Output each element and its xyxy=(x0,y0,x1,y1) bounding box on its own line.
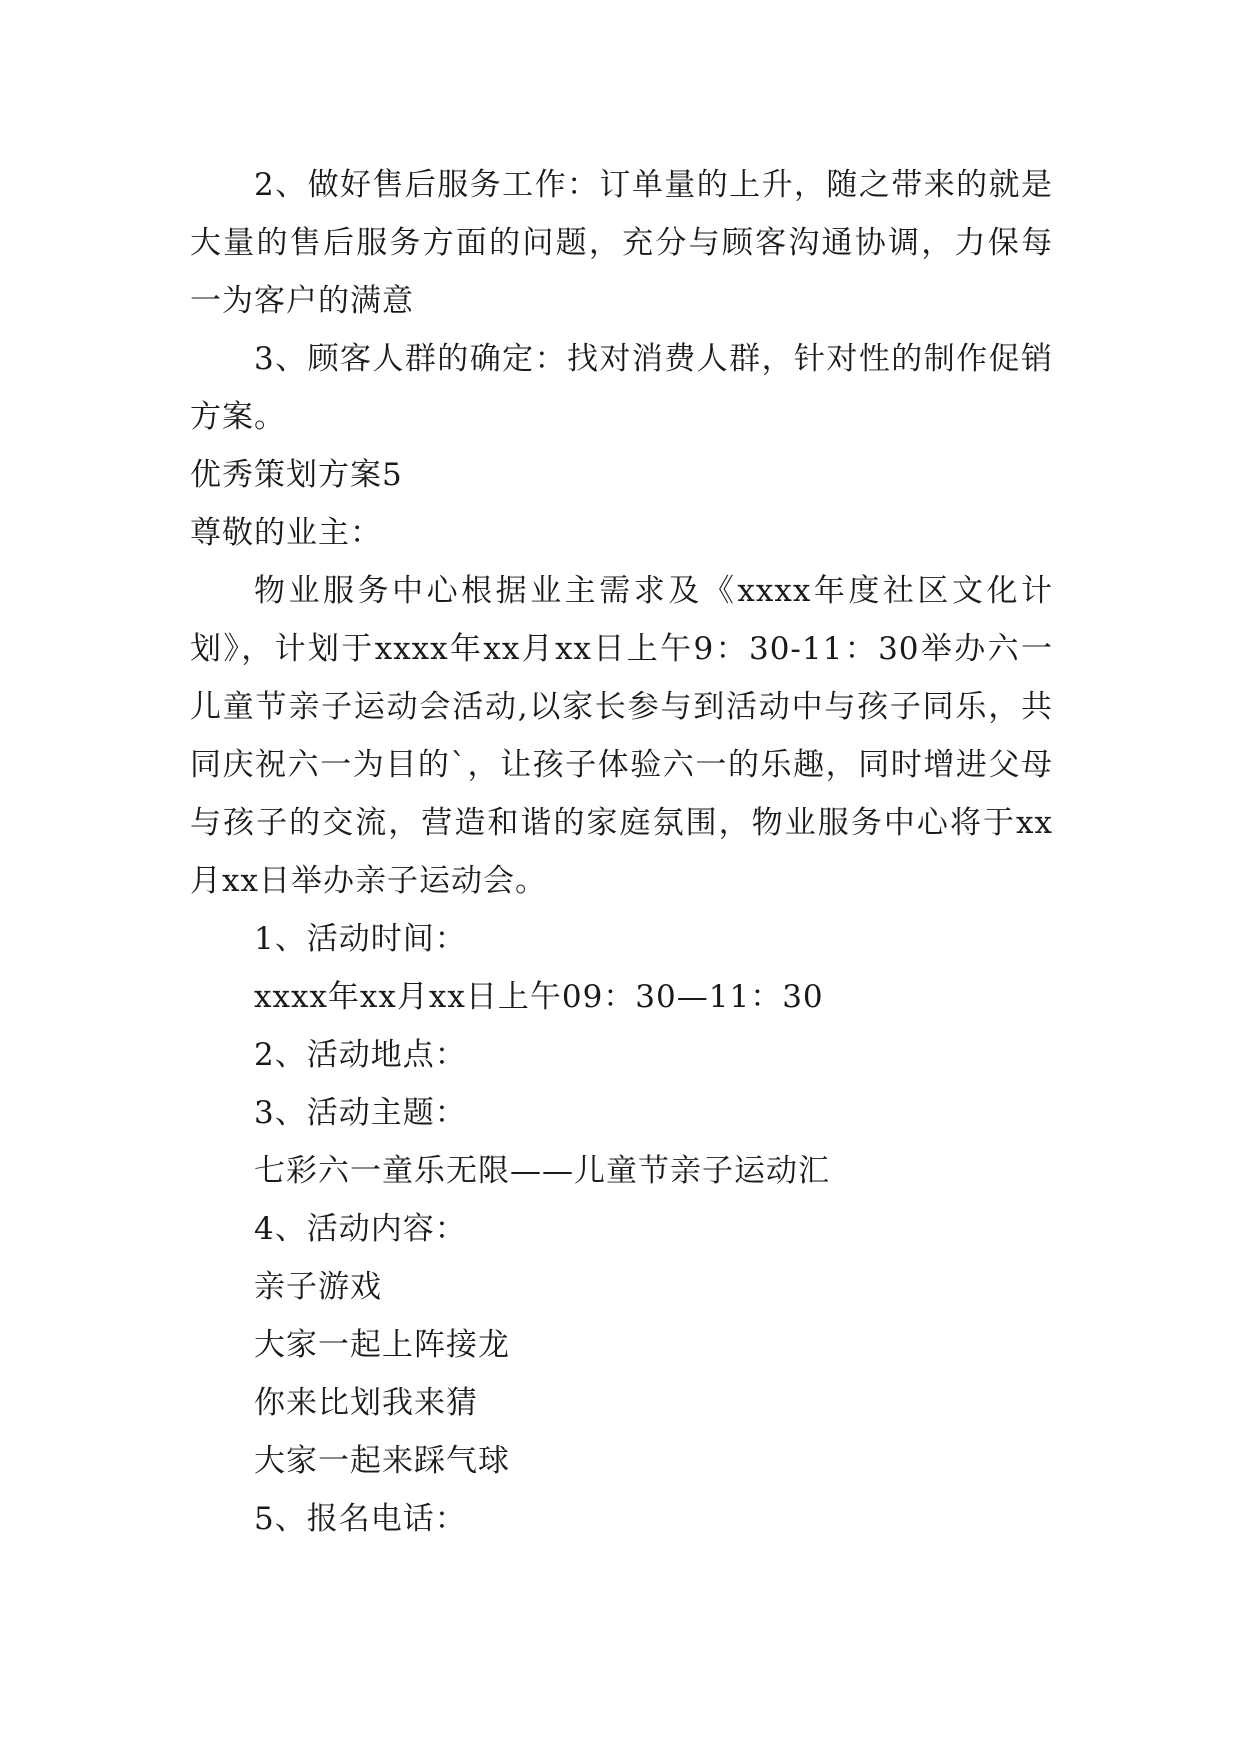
paragraph-after-sales: 2、做好售后服务工作：订单量的上升，随之带来的就是大量的售后服务方面的问题，充分与顾客沟通协调，力保每一为客户的满意 xyxy=(190,167,1053,319)
content-item: 你来比划我来猜 xyxy=(254,1385,478,1421)
item-time-label: 1、活动时间： xyxy=(254,921,467,957)
paragraph-intro: 物业服务中心根据业主需求及《xxxx年度社区文化计划》，计划于xxxx年xx月xx日上午9：30-11：30举办六一儿童节亲子运动会活动,以家长参与到活动中与孩子同乐，共同庆祝六一为目的`，让孩子体验六一的乐趣，同时增进父母与孩子的交流，营造和谐的家庭氛围，物业服务中心将于xx月xx日举办亲子运动会。 xyxy=(190,573,1053,899)
paragraph-customer-group: 3、顾客人群的确定：找对消费人群，针对性的制作促销方案。 xyxy=(190,341,1053,435)
content-item: 大家一起来踩气球 xyxy=(254,1443,510,1479)
item-location-label: 2、活动地点： xyxy=(254,1037,467,1073)
item-time-value: xxxx年xx月xx日上午09：30—11：30 xyxy=(254,979,824,1015)
document-body xyxy=(190,156,1053,1548)
item-content-label: 4、活动内容： xyxy=(254,1211,467,1247)
content-item: 大家一起上阵接龙 xyxy=(254,1327,510,1363)
item-phone-label: 5、报名电话： xyxy=(254,1501,467,1537)
item-theme-value: 七彩六一童乐无限——儿童节亲子运动汇 xyxy=(254,1153,830,1189)
content-item: 亲子游戏 xyxy=(254,1269,382,1305)
section-heading: 优秀策划方案5 xyxy=(190,457,403,493)
salutation: 尊敬的业主： xyxy=(190,515,382,551)
item-theme-label: 3、活动主题： xyxy=(254,1095,467,1131)
